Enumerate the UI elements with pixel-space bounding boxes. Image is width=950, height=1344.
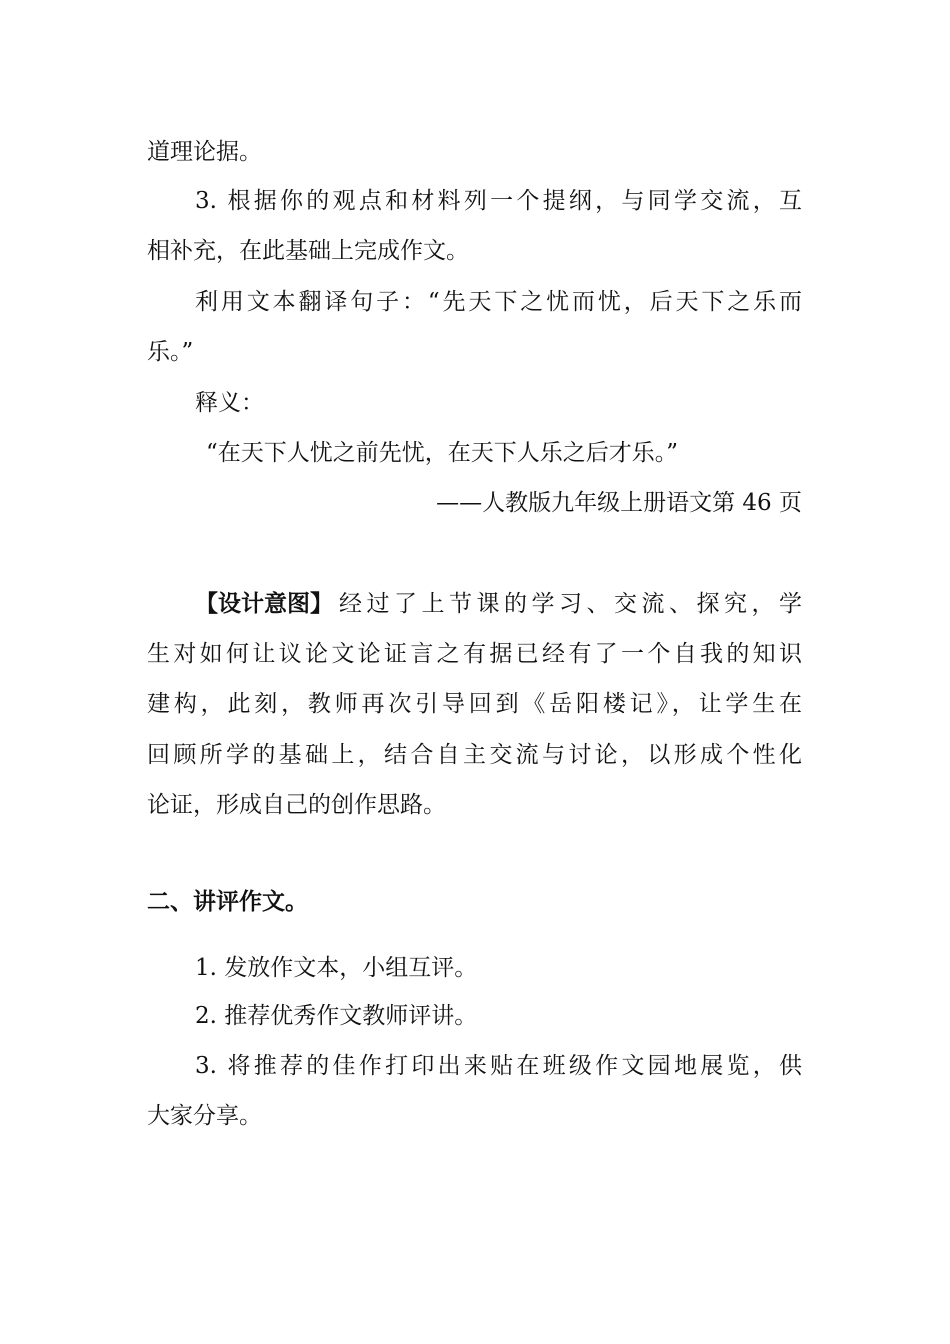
design-intent-label: 【设计意图】 bbox=[195, 590, 333, 617]
design-intent-line-3: 建构，此刻，教师再次引导回到《岳阳楼记》，让学生在 bbox=[147, 691, 802, 717]
meaning-quote: “在天下人忧之前先忧，在天下人乐之后才乐。” bbox=[206, 440, 679, 466]
list-item-3-line-2: 相补充，在此基础上完成作文。 bbox=[147, 238, 469, 264]
continuation-text: 道理论据。 bbox=[147, 139, 262, 165]
translate-prompt-line-2: 乐。” bbox=[147, 339, 194, 365]
list-item-3-line-1: 3. 根据你的观点和材料列一个提纲，与同学交流，互 bbox=[195, 188, 802, 214]
section-heading: 二、讲评作文。 bbox=[147, 888, 308, 915]
design-intent-line-1 bbox=[195, 589, 802, 619]
review-item-1: 1. 发放作文本，小组互评。 bbox=[195, 955, 478, 981]
design-intent-line-5: 论证，形成自己的创作思路。 bbox=[147, 792, 446, 818]
design-intent-text: 经过了上节课的学习、交流、探究，学 bbox=[339, 591, 802, 617]
design-intent-line-4: 回顾所学的基础上，结合自主交流与讨论，以形成个性化 bbox=[147, 742, 802, 768]
source-citation: ——人教版九年级上册语文第 46 页 bbox=[436, 490, 802, 516]
review-item-3-line-1: 3. 将推荐的佳作打印出来贴在班级作文园地展览，供 bbox=[195, 1053, 802, 1079]
translate-prompt-line-1: 利用文本翻译句子：“先天下之忧而忧，后天下之乐而 bbox=[195, 289, 802, 315]
design-intent-line-2: 生对如何让议论文论证言之有据已经有了一个自我的知识 bbox=[147, 641, 802, 667]
meaning-label: 释义： bbox=[195, 390, 264, 416]
review-item-2: 2. 推荐优秀作文教师评讲。 bbox=[195, 1003, 478, 1029]
review-item-3-line-2: 大家分享。 bbox=[147, 1103, 262, 1129]
